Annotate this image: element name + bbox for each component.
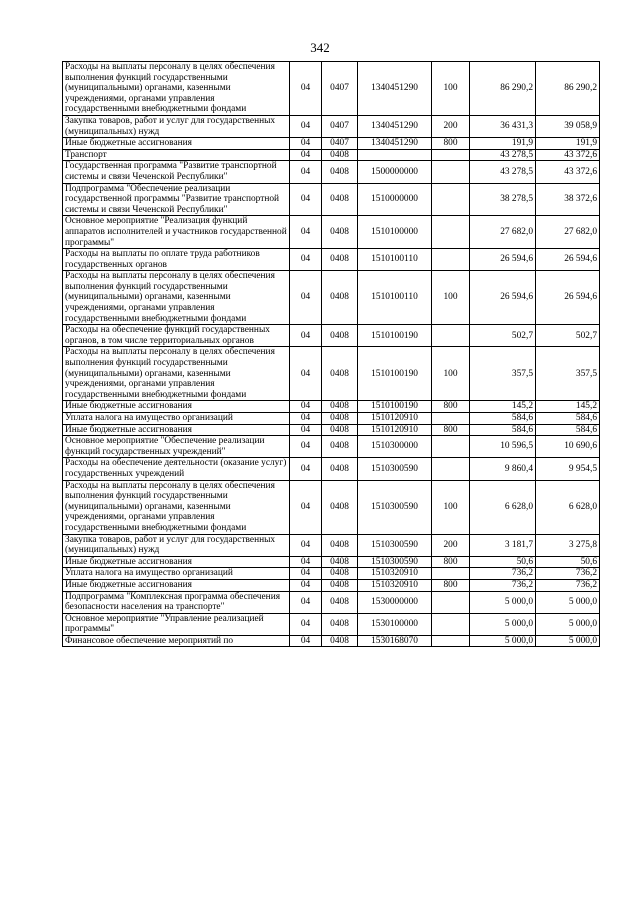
row-expense-type: 800: [432, 556, 470, 568]
row-sum-year-1: 10 596,5: [470, 436, 536, 458]
table-row: [63, 591, 600, 613]
row-razdel: 04: [290, 635, 322, 647]
row-expense-type: [432, 635, 470, 647]
row-target-article: 1510300590: [358, 556, 432, 568]
row-expense-type: [432, 249, 470, 271]
row-target-article: 1510320910: [358, 579, 432, 591]
table-row: [63, 138, 600, 150]
row-sum-year-2: 145,2: [536, 401, 600, 413]
row-expense-type: 200: [432, 115, 470, 137]
row-razdel: 04: [290, 401, 322, 413]
table-row: [63, 347, 600, 401]
row-name: Основное мероприятие "Управление реализацией программы": [63, 613, 290, 635]
row-sum-year-1: 6 628,0: [470, 480, 536, 534]
row-podrazdel: 0408: [322, 401, 358, 413]
row-podrazdel: 0408: [322, 458, 358, 480]
row-expense-type: [432, 325, 470, 347]
table-row: [63, 115, 600, 137]
table-row: [63, 271, 600, 325]
row-name: Закупка товаров, работ и услуг для государственных (муниципальных) нужд: [63, 115, 290, 137]
row-razdel: 04: [290, 161, 322, 183]
row-name: Закупка товаров, работ и услуг для государственных (муниципальных) нужд: [63, 534, 290, 556]
row-podrazdel: 0408: [322, 325, 358, 347]
row-razdel: 04: [290, 534, 322, 556]
row-sum-year-2: 3 275,8: [536, 534, 600, 556]
table-row: [63, 183, 600, 216]
table-row: [63, 635, 600, 647]
row-sum-year-1: 86 290,2: [470, 62, 536, 116]
row-name: Транспорт: [63, 149, 290, 161]
row-podrazdel: 0408: [322, 424, 358, 436]
row-sum-year-2: 10 690,6: [536, 436, 600, 458]
row-sum-year-2: 584,6: [536, 424, 600, 436]
row-sum-year-1: 36 431,3: [470, 115, 536, 137]
row-name: Иные бюджетные ассигнования: [63, 556, 290, 568]
row-sum-year-1: 5 000,0: [470, 591, 536, 613]
row-razdel: 04: [290, 413, 322, 425]
row-sum-year-1: 9 860,4: [470, 458, 536, 480]
row-target-article: 1510000000: [358, 183, 432, 216]
row-razdel: 04: [290, 579, 322, 591]
row-sum-year-1: 5 000,0: [470, 635, 536, 647]
table-row: [63, 413, 600, 425]
row-target-article: 1510300000: [358, 436, 432, 458]
row-expense-type: 100: [432, 347, 470, 401]
row-name: Расходы на выплаты персоналу в целях обеспечения выполнения функций государственными (муниципальными) органами, казенными учреждениями, органами управления государственными внебюджетными фондами: [63, 271, 290, 325]
row-sum-year-1: 27 682,0: [470, 216, 536, 249]
row-sum-year-2: 26 594,6: [536, 271, 600, 325]
row-target-article: 1510320910: [358, 568, 432, 580]
row-expense-type: [432, 183, 470, 216]
row-expense-type: [432, 161, 470, 183]
row-razdel: 04: [290, 325, 322, 347]
row-sum-year-2: 43 372,6: [536, 149, 600, 161]
row-name: Подпрограмма "Обеспечение реализации государственной программы "Развитие транспортной системы и связи Чеченской Республики": [63, 183, 290, 216]
row-podrazdel: 0408: [322, 568, 358, 580]
row-sum-year-2: 26 594,6: [536, 249, 600, 271]
row-razdel: 04: [290, 480, 322, 534]
row-expense-type: [432, 613, 470, 635]
row-podrazdel: 0408: [322, 183, 358, 216]
row-name: Основное мероприятие "Обеспечение реализации функций государственных учреждений": [63, 436, 290, 458]
row-sum-year-1: 145,2: [470, 401, 536, 413]
row-expense-type: 100: [432, 480, 470, 534]
row-name: Расходы на обеспечение функций государственных органов, в том числе территориальных органов: [63, 325, 290, 347]
row-podrazdel: 0408: [322, 534, 358, 556]
row-name: Иные бюджетные ассигнования: [63, 579, 290, 591]
row-razdel: 04: [290, 568, 322, 580]
row-expense-type: 200: [432, 534, 470, 556]
table-row: [63, 436, 600, 458]
row-sum-year-2: 584,6: [536, 413, 600, 425]
row-name: Расходы на выплаты персоналу в целях обеспечения выполнения функций государственными (муниципальными) органами, казенными учреждениями, органами управления государственными внебюджетными фондами: [63, 347, 290, 401]
row-podrazdel: 0407: [322, 62, 358, 116]
row-name: Государственная программа "Развитие транспортной системы и связи Чеченской Республики": [63, 161, 290, 183]
table-row: [63, 480, 600, 534]
row-razdel: 04: [290, 591, 322, 613]
row-target-article: [358, 149, 432, 161]
row-sum-year-2: 191,9: [536, 138, 600, 150]
table-row: [63, 458, 600, 480]
table-row: [63, 62, 600, 116]
row-target-article: 1510100190: [358, 325, 432, 347]
row-razdel: 04: [290, 115, 322, 137]
row-name: Финансовое обеспечение мероприятий по: [63, 635, 290, 647]
row-expense-type: 800: [432, 401, 470, 413]
table-row: [63, 161, 600, 183]
row-sum-year-2: 5 000,0: [536, 613, 600, 635]
row-razdel: 04: [290, 62, 322, 116]
row-razdel: 04: [290, 249, 322, 271]
row-sum-year-1: 3 181,7: [470, 534, 536, 556]
row-name: Иные бюджетные ассигнования: [63, 138, 290, 150]
row-sum-year-1: 26 594,6: [470, 249, 536, 271]
row-sum-year-1: 43 278,5: [470, 149, 536, 161]
row-podrazdel: 0408: [322, 161, 358, 183]
row-expense-type: [432, 458, 470, 480]
row-sum-year-1: 43 278,5: [470, 161, 536, 183]
table-row: [63, 249, 600, 271]
table-row: [63, 579, 600, 591]
row-target-article: 1530100000: [358, 613, 432, 635]
row-podrazdel: 0408: [322, 347, 358, 401]
table-row: [63, 401, 600, 413]
row-name: Иные бюджетные ассигнования: [63, 401, 290, 413]
row-target-article: 1510100110: [358, 271, 432, 325]
table-row: [63, 556, 600, 568]
row-razdel: 04: [290, 183, 322, 216]
page-number: 342: [310, 40, 330, 55]
row-target-article: 1510300590: [358, 458, 432, 480]
row-target-article: 1510300590: [358, 534, 432, 556]
row-sum-year-2: 736,2: [536, 568, 600, 580]
row-sum-year-1: 502,7: [470, 325, 536, 347]
row-sum-year-1: 584,6: [470, 413, 536, 425]
row-razdel: 04: [290, 138, 322, 150]
row-sum-year-2: 6 628,0: [536, 480, 600, 534]
row-name: Расходы на выплаты по оплате труда работников государственных органов: [63, 249, 290, 271]
row-sum-year-1: 191,9: [470, 138, 536, 150]
row-name: Расходы на выплаты персоналу в целях обеспечения выполнения функций государственными (муниципальными) органами, казенными учреждениями, органами управления государственными внебюджетными фондами: [63, 480, 290, 534]
row-expense-type: 800: [432, 424, 470, 436]
row-podrazdel: 0407: [322, 115, 358, 137]
row-razdel: 04: [290, 216, 322, 249]
row-podrazdel: 0408: [322, 613, 358, 635]
row-target-article: 1530168070: [358, 635, 432, 647]
row-sum-year-2: 50,6: [536, 556, 600, 568]
row-podrazdel: 0408: [322, 579, 358, 591]
row-expense-type: 100: [432, 62, 470, 116]
row-podrazdel: 0408: [322, 436, 358, 458]
row-sum-year-2: 357,5: [536, 347, 600, 401]
table-row: [63, 424, 600, 436]
row-target-article: 1510100110: [358, 249, 432, 271]
row-target-article: 1340451290: [358, 138, 432, 150]
row-podrazdel: 0408: [322, 271, 358, 325]
row-sum-year-1: 50,6: [470, 556, 536, 568]
row-sum-year-2: 27 682,0: [536, 216, 600, 249]
table-row: [63, 568, 600, 580]
row-sum-year-1: 584,6: [470, 424, 536, 436]
row-podrazdel: 0407: [322, 138, 358, 150]
row-target-article: 1510100190: [358, 347, 432, 401]
row-target-article: 1340451290: [358, 62, 432, 116]
row-razdel: 04: [290, 347, 322, 401]
row-expense-type: [432, 591, 470, 613]
row-sum-year-2: 9 954,5: [536, 458, 600, 480]
row-name: Подпрограмма "Комплексная программа обеспечения безопасности населения на транспорте": [63, 591, 290, 613]
row-target-article: 1510100190: [358, 401, 432, 413]
row-name: Расходы на выплаты персоналу в целях обеспечения выполнения функций государственными (муниципальными) органами, казенными учреждениями, органами управления государственными внебюджетными фондами: [63, 62, 290, 116]
row-razdel: 04: [290, 271, 322, 325]
row-podrazdel: 0408: [322, 149, 358, 161]
row-sum-year-2: 38 372,6: [536, 183, 600, 216]
row-podrazdel: 0408: [322, 216, 358, 249]
row-sum-year-2: 5 000,0: [536, 635, 600, 647]
row-podrazdel: 0408: [322, 556, 358, 568]
row-podrazdel: 0408: [322, 635, 358, 647]
row-sum-year-2: 502,7: [536, 325, 600, 347]
table-row: [63, 216, 600, 249]
row-razdel: 04: [290, 613, 322, 635]
row-sum-year-2: 39 058,9: [536, 115, 600, 137]
row-sum-year-1: 357,5: [470, 347, 536, 401]
row-target-article: 1340451290: [358, 115, 432, 137]
row-podrazdel: 0408: [322, 591, 358, 613]
row-expense-type: [432, 413, 470, 425]
row-target-article: 1510120910: [358, 413, 432, 425]
row-expense-type: [432, 216, 470, 249]
row-sum-year-2: 86 290,2: [536, 62, 600, 116]
row-target-article: 1510300590: [358, 480, 432, 534]
table-row: [63, 325, 600, 347]
row-sum-year-1: 5 000,0: [470, 613, 536, 635]
row-expense-type: 100: [432, 271, 470, 325]
row-sum-year-1: 26 594,6: [470, 271, 536, 325]
row-target-article: 1510120910: [358, 424, 432, 436]
row-sum-year-2: 5 000,0: [536, 591, 600, 613]
row-name: Уплата налога на имущество организаций: [63, 568, 290, 580]
row-podrazdel: 0408: [322, 413, 358, 425]
row-podrazdel: 0408: [322, 249, 358, 271]
row-sum-year-1: 736,2: [470, 568, 536, 580]
row-name: Уплата налога на имущество организаций: [63, 413, 290, 425]
row-target-article: 1530000000: [358, 591, 432, 613]
row-razdel: 04: [290, 556, 322, 568]
row-name: Основное мероприятие "Реализация функций аппаратов исполнителей и участников государственной программы": [63, 216, 290, 249]
row-target-article: 1500000000: [358, 161, 432, 183]
row-target-article: 1510100000: [358, 216, 432, 249]
row-sum-year-2: 736,2: [536, 579, 600, 591]
row-expense-type: 800: [432, 138, 470, 150]
row-sum-year-2: 43 372,6: [536, 161, 600, 183]
row-razdel: 04: [290, 458, 322, 480]
table-row: [63, 149, 600, 161]
row-razdel: 04: [290, 436, 322, 458]
budget-table: [62, 61, 600, 647]
row-expense-type: [432, 149, 470, 161]
table-row: [63, 613, 600, 635]
row-name: Иные бюджетные ассигнования: [63, 424, 290, 436]
table-row: [63, 534, 600, 556]
row-expense-type: 800: [432, 579, 470, 591]
row-sum-year-1: 38 278,5: [470, 183, 536, 216]
row-expense-type: [432, 568, 470, 580]
row-razdel: 04: [290, 424, 322, 436]
row-podrazdel: 0408: [322, 480, 358, 534]
row-expense-type: [432, 436, 470, 458]
row-sum-year-1: 736,2: [470, 579, 536, 591]
row-name: Расходы на обеспечение деятельности (оказание услуг) государственных учреждений: [63, 458, 290, 480]
row-razdel: 04: [290, 149, 322, 161]
